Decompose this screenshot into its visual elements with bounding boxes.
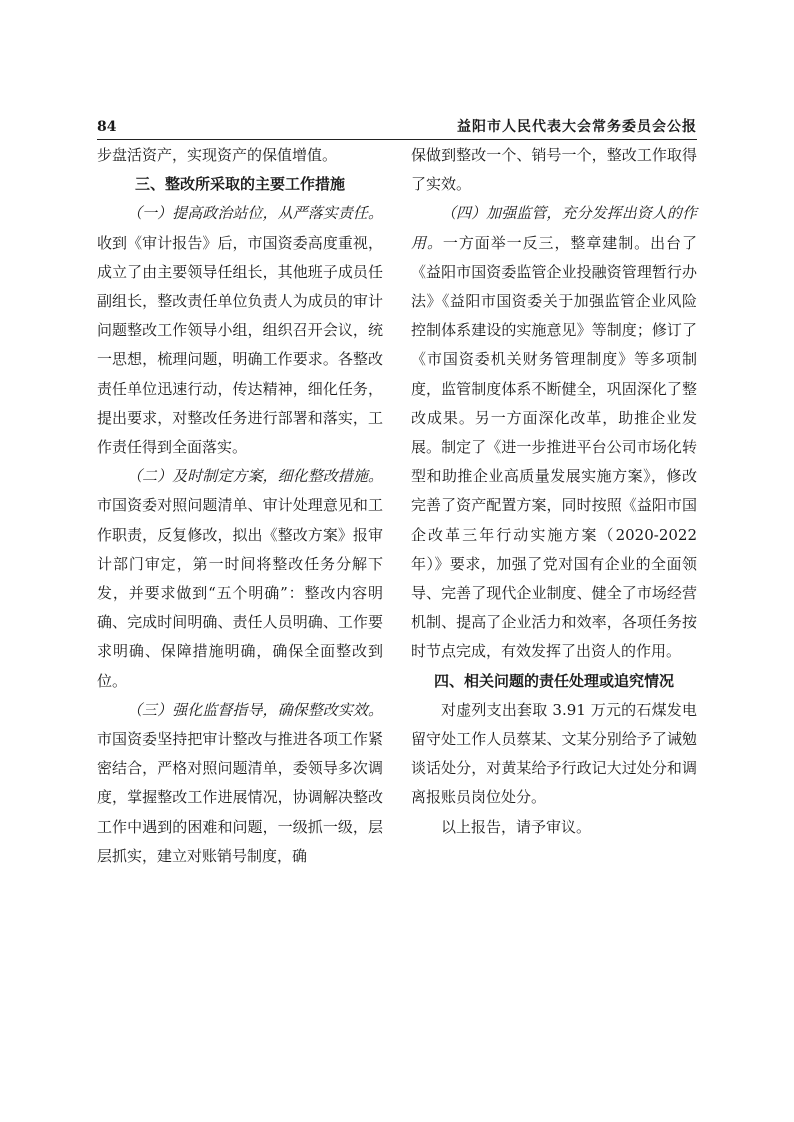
measure-4-body: 一方面举一反三，整章建制。出台了《益阳市国资委监管企业投融资管理暂行办法》《益阳市国资委关于加强监管企业风险控制体系建设的实施意见》等制度；修订了《市国资委机关财务管理制度》等多项制度，监管制度体系不断健全，巩固深化了整改成果。另一方面深化改革，助推企业发展。制定了《进一步推进平台公司市场化转型和助推企业高质量发展实施方案》，修改完善了资产配置方案，同时按照《益阳市国企改革三年行动实施方案（2020-2022 年）》要求，加强了党对国有企业的全面领导、完善了现代企业制度、健全了市场经营机制、提高了企业活力和效率，各项任务按时节点完成，有效发挥了出资人的作用。 [411,233,697,661]
paragraph-measure-3 [97,696,383,871]
paragraph-accountability: 对虚列支出套取 3.91 万元的石煤发电留守处工作人员蔡某、文某分别给予了诫勉谈话处分，对黄某给予行政记大过处分和调离报账员岗位处分。 [411,700,697,807]
publication-title: 益阳市人民代表大会常务委员会公报 [457,119,697,135]
paragraph-measure-1 [97,199,383,462]
page-header [97,117,697,137]
section-heading-4: 四、相关问题的责任处理或追究情况 [433,671,674,690]
continued-paragraph: 步盘活资产，实现资产的保值增值。 [97,146,338,164]
continued-paragraph: 保做到整改一个、销号一个，整改工作取得了实效。 [411,146,697,194]
left-column [97,141,383,871]
page-number: 84 [97,119,117,135]
measure-3-lead: （三）强化监督指导，确保整改实效。 [127,700,383,719]
measure-2-body: 市国资委对照问题清单、审计处理意见和工作职责，反复修改，拟出《整改方案》报审计部门审定，第一时间将整改任务分解下发，并要求做到“五个明确”：整改内容明确、完成时间明确、责任人员明确、工作要求明确、保障措施明确，确保全面整改到位。 [97,496,383,690]
measure-3-body: 市国资委坚持把审计整改与推进各项工作紧密结合，严格对照问题清单，委领导多次调度，掌握整改工作进展情况，协调解决整改工作中遇到的困难和问题，一级抓一级，层层抓实，建立对账销号制度，确 [97,730,383,865]
measure-1-body: 收到《审计报告》后，市国资委高度重视，成立了由主要领导任组长，其他班子成员任副组长，整改责任单位负责人为成员的审计问题整改工作领导小组，组织召开会议，统一思想，梳理问题，明确工作要求。各整改责任单位迅速行动，传达精神，细化任务，提出要求，对整改任务进行部署和落实，工作责任得到全面落实。 [97,233,383,457]
header-rule [97,139,697,140]
paragraph-measure-2 [97,462,383,696]
section-heading-3: 三、整改所采取的主要工作措施 [134,175,345,194]
measure-2-lead: （二）及时制定方案，细化整改措施。 [127,467,383,486]
paragraph-measure-4 [411,199,697,666]
measure-4-lead: （四）加强监管，充分发挥出资人的作用。 [411,204,697,252]
measure-1-lead: （一）提高政治站位，从严落实责任。 [127,204,383,223]
paragraph-closing: 以上报告，请予审议。 [441,817,592,836]
right-column [411,141,697,842]
